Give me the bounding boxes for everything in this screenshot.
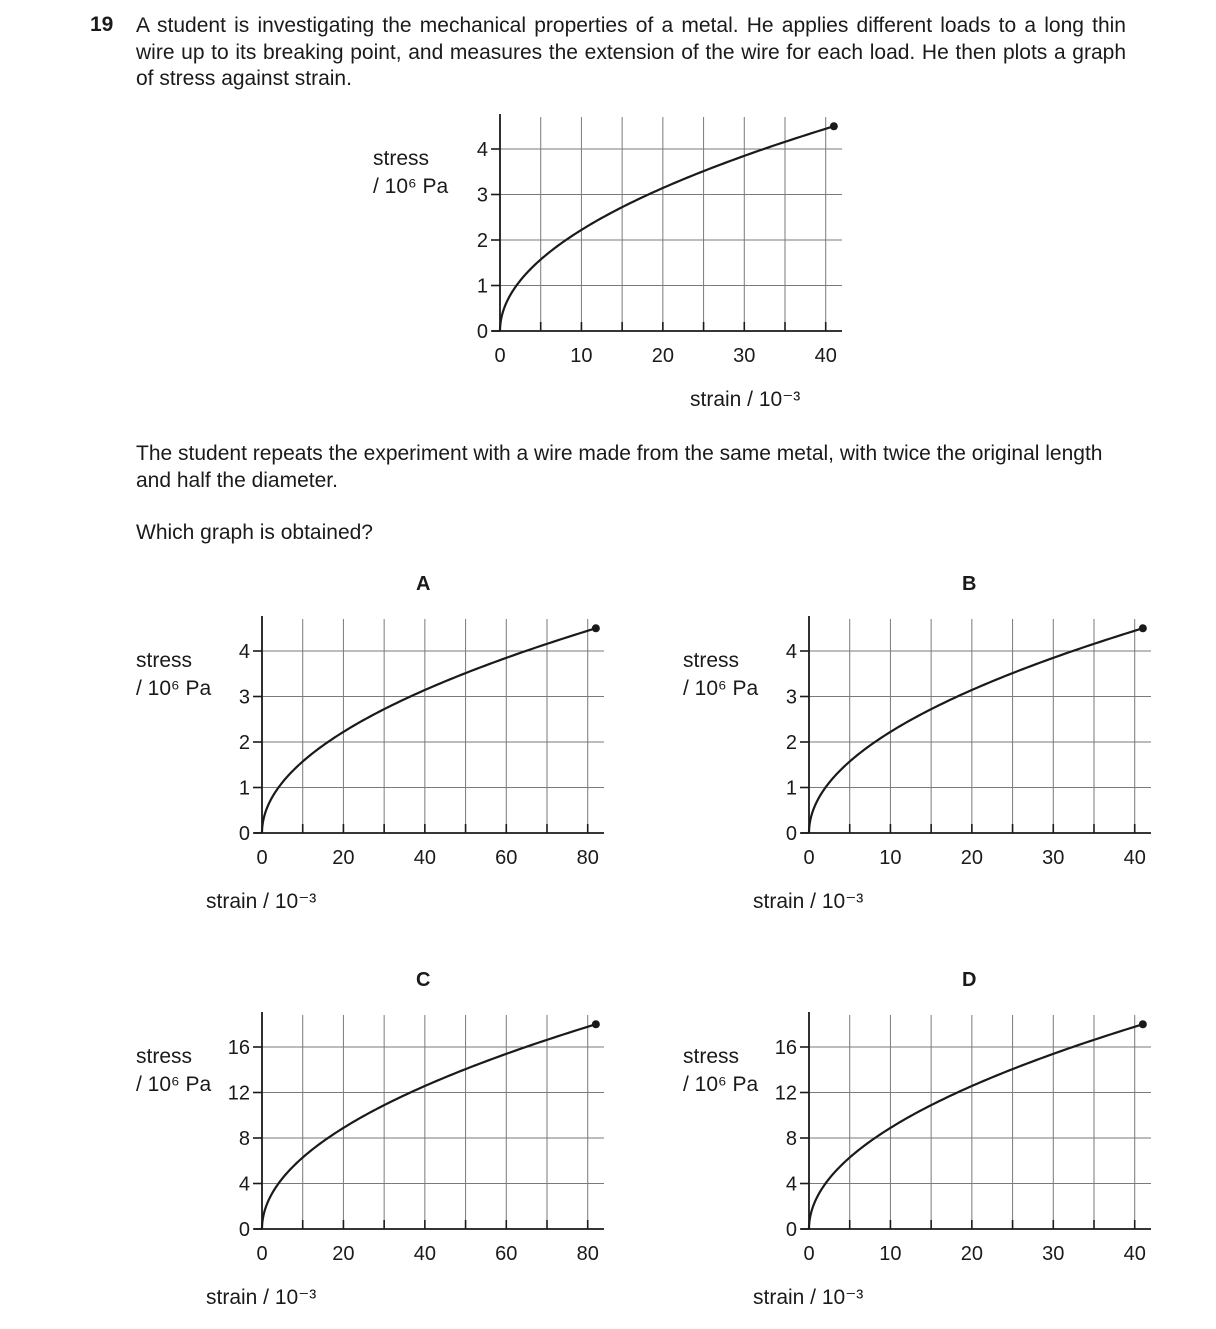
breaking-point-dot: [1139, 1020, 1147, 1028]
x-tick-label: 60: [495, 847, 518, 869]
y-tick-label: 3: [785, 686, 797, 709]
question-number: 19: [90, 13, 114, 36]
stress-strain-curve: [500, 126, 834, 331]
stress-strain-curve: [809, 628, 1143, 833]
x-axis-label: strain / 10⁻³: [753, 890, 864, 913]
option-b-label: B: [962, 573, 977, 595]
x-tick-label: 30: [733, 345, 756, 367]
stress-strain-curve: [262, 628, 596, 833]
x-axis-label: strain / 10⁻³: [206, 890, 317, 913]
x-tick-label: 20: [960, 1243, 983, 1265]
option-a-label: A: [416, 573, 431, 595]
x-tick-label: 10: [879, 1243, 902, 1265]
x-tick-label: 0: [256, 1243, 268, 1265]
y-tick-label: 2: [785, 732, 797, 754]
breaking-point-dot: [1139, 624, 1147, 632]
x-tick-label: 40: [413, 847, 436, 869]
chart-original: [373, 114, 842, 411]
y-axis-unit-label: / 10⁶ Pa: [683, 677, 759, 700]
x-tick-label: 20: [651, 345, 674, 367]
y-axis-label: stress: [136, 649, 193, 672]
y-tick-label: 12: [227, 1082, 250, 1105]
x-axis-label: strain / 10⁻³: [206, 1286, 317, 1309]
x-axis-label: strain / 10⁻³: [690, 388, 801, 411]
x-tick-label: 20: [332, 1243, 355, 1265]
y-tick-label: 1: [238, 777, 250, 800]
y-tick-label: 0: [238, 1219, 250, 1241]
x-tick-label: 0: [803, 1243, 815, 1265]
x-tick-label: 40: [413, 1243, 436, 1265]
chart-A: [136, 616, 604, 913]
x-tick-label: 30: [1042, 1243, 1065, 1265]
x-tick-label: 20: [332, 847, 355, 869]
y-axis-unit-label: / 10⁶ Pa: [136, 677, 212, 700]
option-c-label: C: [416, 969, 431, 991]
y-tick-label: 16: [227, 1037, 250, 1059]
y-tick-label: 4: [785, 641, 797, 663]
breaking-point-dot: [592, 624, 600, 632]
y-axis-label: stress: [136, 1045, 193, 1068]
x-axis-label: strain / 10⁻³: [753, 1286, 864, 1309]
y-tick-label: 4: [785, 1173, 797, 1196]
y-tick-label: 4: [238, 641, 250, 663]
x-tick-label: 30: [1042, 847, 1065, 869]
x-tick-label: 40: [814, 345, 837, 367]
x-tick-label: 40: [1123, 847, 1146, 869]
y-tick-label: 3: [238, 686, 250, 709]
x-tick-label: 80: [576, 847, 599, 869]
question-intro: A student is investigating the mechanical properties of a metal. He applies different loads to a long thin wire up to its breaking point, and measures the extension of the wire for each load. He then plots a graph of stress against strain.: [136, 14, 1126, 90]
breaking-point-dot: [830, 122, 838, 130]
x-tick-label: 0: [256, 847, 268, 869]
x-tick-label: 0: [494, 345, 506, 367]
chart-B: [683, 616, 1151, 913]
y-tick-label: 8: [785, 1128, 797, 1150]
stress-strain-curve: [809, 1024, 1143, 1229]
y-tick-label: 1: [785, 777, 797, 800]
y-tick-label: 3: [476, 184, 488, 207]
y-tick-label: 8: [238, 1128, 250, 1150]
y-tick-label: 0: [785, 823, 797, 845]
y-tick-label: 4: [476, 139, 488, 161]
y-axis-label: stress: [683, 649, 740, 672]
y-axis-unit-label: / 10⁶ Pa: [373, 175, 449, 198]
y-tick-label: 0: [476, 321, 488, 343]
y-tick-label: 1: [476, 275, 488, 298]
question-prompt: Which graph is obtained?: [136, 521, 373, 544]
y-tick-label: 0: [238, 823, 250, 845]
x-tick-label: 80: [576, 1243, 599, 1265]
x-tick-label: 60: [495, 1243, 518, 1265]
y-tick-label: 2: [238, 732, 250, 754]
x-tick-label: 40: [1123, 1243, 1146, 1265]
y-tick-label: 4: [238, 1173, 250, 1196]
y-axis-unit-label: / 10⁶ Pa: [136, 1073, 212, 1096]
y-axis-unit-label: / 10⁶ Pa: [683, 1073, 759, 1096]
y-tick-label: 16: [774, 1037, 797, 1059]
y-axis-label: stress: [373, 147, 430, 170]
chart-C: [136, 1012, 604, 1309]
stress-strain-curve: [262, 1024, 596, 1229]
y-tick-label: 2: [476, 230, 488, 252]
y-tick-label: 0: [785, 1219, 797, 1241]
x-tick-label: 0: [803, 847, 815, 869]
breaking-point-dot: [592, 1020, 600, 1028]
question-repeat-text: The student repeats the experiment with a wire made from the same metal, with twice the original length and half the diameter.: [136, 442, 1103, 492]
x-tick-label: 10: [879, 847, 902, 869]
option-d-label: D: [962, 969, 977, 991]
chart-D: [683, 1012, 1151, 1309]
x-tick-label: 10: [570, 345, 593, 367]
x-tick-label: 20: [960, 847, 983, 869]
y-tick-label: 12: [774, 1082, 797, 1105]
y-axis-label: stress: [683, 1045, 740, 1068]
